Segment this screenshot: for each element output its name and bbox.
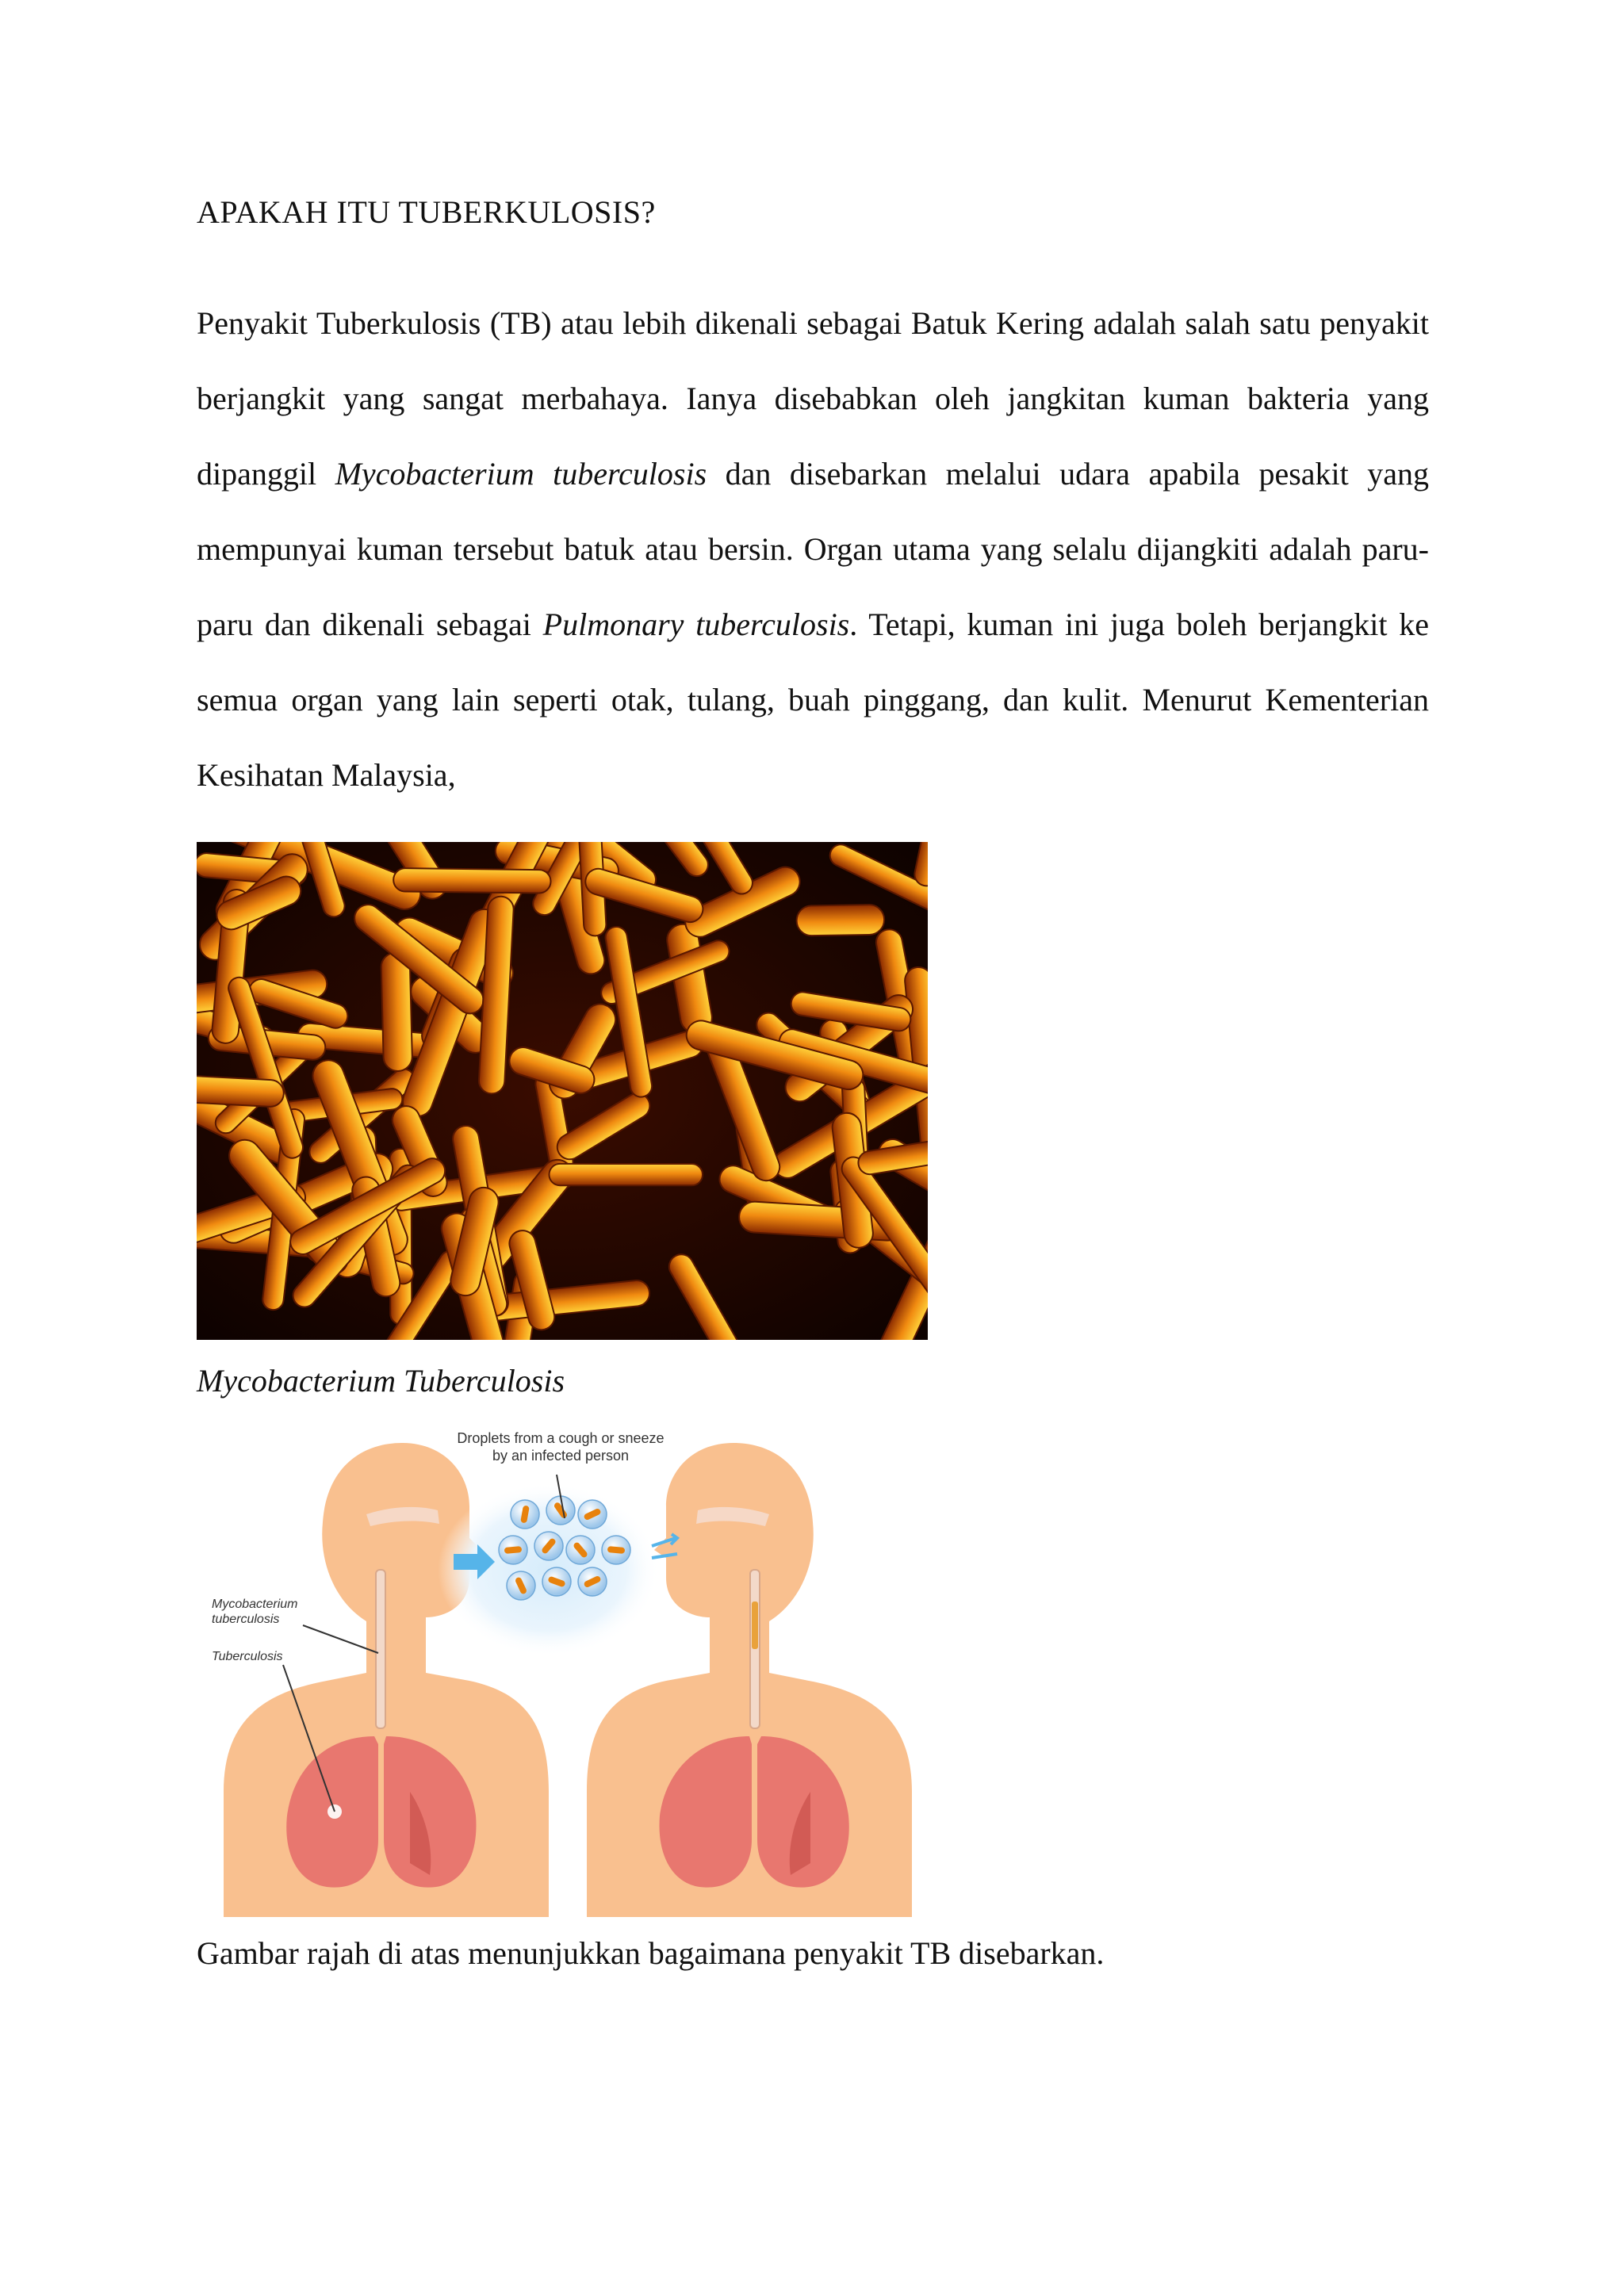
bacteria-micrograph-image	[197, 842, 928, 1340]
bacterium-rod	[549, 1164, 703, 1185]
paragraph-text-3: . Tetapi, kuman ini juga boleh berjangkit ke semua organ yang lain seperti otak, tulang, buah pinggang, dan kulit. Menurut Kementerian Kesihatan Malaysia,	[197, 607, 1429, 793]
paragraph-text-1: Penyakit Tuberkulosis (TB) atau lebih dikenali sebagai Batuk Kering adalah salah satu penyakit berjangkit yang sangat merbahaya. Ianya disebabkan oleh jangkitan kuman bakteria yang dipanggil	[197, 305, 1429, 492]
label-tuberculosis: Tuberculosis	[212, 1650, 283, 1663]
bacterium-rod	[381, 952, 412, 1071]
figure2-caption: Gambar rajah di atas menunjukkan bagaimana penyakit TB disebarkan.	[197, 1935, 1105, 1971]
intro-paragraph	[197, 285, 1429, 813]
label-mycobacterium-line1: Mycobacterium	[212, 1598, 298, 1611]
label-droplets-line2: by an infected person	[492, 1448, 630, 1464]
transmission-diagram-svg	[208, 1419, 928, 1917]
bacterium-rod	[796, 905, 884, 936]
bacteria-micrograph-svg	[197, 842, 928, 1340]
label-mycobacterium-line2: tuberculosis	[212, 1613, 280, 1626]
label-droplets-line1: Droplets from a cough or sneeze	[457, 1430, 665, 1446]
transmission-diagram	[208, 1419, 928, 1917]
bacterium-rod	[393, 868, 551, 894]
figure1-caption: Mycobacterium Tuberculosis	[197, 1363, 565, 1399]
healthy-person-figure	[587, 1443, 912, 1917]
term-pulmonary: Pulmonary tuberculosis	[542, 607, 850, 642]
paragraph-text-2: dan disebarkan melalui udara apabila pesakit yang mempunyai kuman tersebut batuk atau bersin. Organ utama yang selalu dijangkiti adalah paru-paru dan dikenali sebagai	[197, 456, 1429, 642]
term-mycobacterium: Mycobacterium tuberculosis	[335, 456, 707, 492]
page-title: APAKAH ITU TUBERKULOSIS?	[197, 194, 656, 230]
